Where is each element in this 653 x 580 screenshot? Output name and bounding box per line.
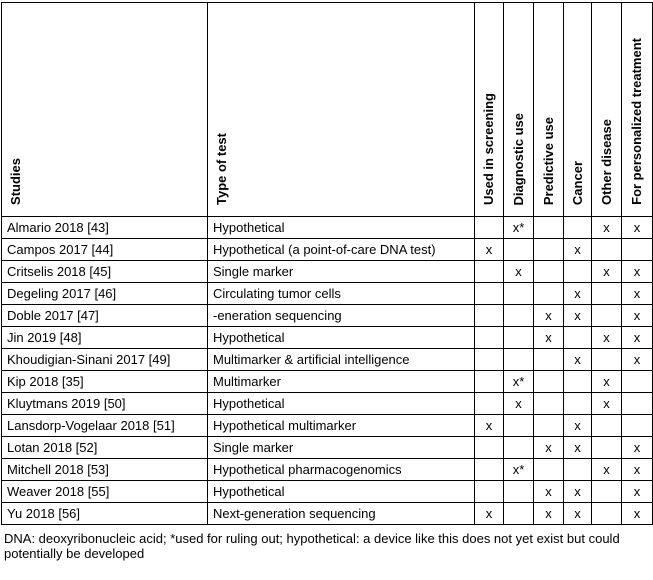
type-of-test-cell: Hypothetical (208, 327, 475, 349)
mark-cell-predictive-use: x (534, 481, 564, 503)
mark-cell-other-disease (592, 415, 622, 437)
type-of-test-cell: Hypothetical (208, 217, 475, 239)
mark-cell-for-personalized-treatment: x (622, 261, 653, 283)
mark-cell-cancer (564, 261, 592, 283)
header-studies (2, 3, 208, 217)
mark-cell-for-personalized-treatment: x (622, 305, 653, 327)
mark-cell-for-personalized-treatment (622, 393, 653, 415)
header-row (2, 3, 653, 217)
header-personalized-treatment (622, 3, 653, 217)
mark-cell-used-in-screening (475, 481, 504, 503)
header-predictive-use-label: Predictive use (540, 116, 556, 205)
mark-cell-diagnostic-use: x* (504, 371, 534, 393)
header-diagnostic-use-label: Diagnostic use (510, 112, 526, 205)
mark-cell-used-in-screening: x (475, 503, 504, 525)
mark-cell-cancer: x (564, 239, 592, 261)
table-row (2, 415, 653, 437)
study-cell: Lotan 2018 [52] (2, 437, 208, 459)
header-predictive-use (534, 3, 564, 217)
header-personalized-treatment-label: For personalized treatment (629, 38, 645, 205)
mark-cell-used-in-screening: x (475, 239, 504, 261)
table-row (2, 349, 653, 371)
footnote: DNA: deoxyribonucleic acid; *used for ruling out; hypothetical: a device like this does not yet exist but could potentially be developed (4, 531, 620, 561)
mark-cell-for-personalized-treatment (622, 371, 653, 393)
header-type-of-test (208, 3, 475, 217)
mark-cell-for-personalized-treatment: x (622, 459, 653, 481)
mark-cell-used-in-screening (475, 349, 504, 371)
header-used-in-screening (475, 3, 504, 217)
mark-cell-predictive-use (534, 349, 564, 371)
table-row (2, 239, 653, 261)
study-cell: Almario 2018 [43] (2, 217, 208, 239)
mark-cell-other-disease (592, 305, 622, 327)
mark-cell-used-in-screening (475, 459, 504, 481)
header-type-of-test-label: Type of test (214, 133, 229, 205)
type-of-test-cell: Single marker (208, 437, 475, 459)
study-cell: Critselis 2018 [45] (2, 261, 208, 283)
table-row (2, 305, 653, 327)
study-cell: Kluytmans 2019 [50] (2, 393, 208, 415)
mark-cell-diagnostic-use (504, 503, 534, 525)
mark-cell-diagnostic-use (504, 283, 534, 305)
mark-cell-diagnostic-use: x* (504, 459, 534, 481)
mark-cell-other-disease: x (592, 371, 622, 393)
table-row (2, 371, 653, 393)
mark-cell-diagnostic-use (504, 415, 534, 437)
study-cell: Jin 2019 [48] (2, 327, 208, 349)
mark-cell-predictive-use: x (534, 503, 564, 525)
type-of-test-cell: Multimarker (208, 371, 475, 393)
mark-cell-other-disease: x (592, 459, 622, 481)
table-row (2, 327, 653, 349)
table-row (2, 503, 653, 525)
type-of-test-cell: Single marker (208, 261, 475, 283)
table-row (2, 217, 653, 239)
mark-cell-for-personalized-treatment: x (622, 217, 653, 239)
table-row (2, 261, 653, 283)
mark-cell-for-personalized-treatment (622, 239, 653, 261)
mark-cell-cancer (564, 459, 592, 481)
table-row (2, 393, 653, 415)
mark-cell-predictive-use: x (534, 437, 564, 459)
mark-cell-diagnostic-use: x (504, 393, 534, 415)
mark-cell-used-in-screening (475, 283, 504, 305)
study-cell: Campos 2017 [44] (2, 239, 208, 261)
type-of-test-cell: Circulating tumor cells (208, 283, 475, 305)
study-cell: Kip 2018 [35] (2, 371, 208, 393)
type-of-test-cell: Hypothetical (a point-of-care DNA test) (208, 239, 475, 261)
mark-cell-predictive-use (534, 371, 564, 393)
header-studies-label: Studies (8, 158, 23, 205)
mark-cell-predictive-use: x (534, 327, 564, 349)
table-row (2, 437, 653, 459)
table-row (2, 481, 653, 503)
mark-cell-used-in-screening (475, 371, 504, 393)
type-of-test-cell: Multimarker & artificial intelligence (208, 349, 475, 371)
type-of-test-cell: -eneration sequencing (208, 305, 475, 327)
mark-cell-predictive-use (534, 415, 564, 437)
mark-cell-cancer: x (564, 283, 592, 305)
study-cell: Lansdorp-Vogelaar 2018 [51] (2, 415, 208, 437)
mark-cell-diagnostic-use (504, 327, 534, 349)
mark-cell-cancer (564, 327, 592, 349)
type-of-test-cell: Hypothetical (208, 481, 475, 503)
mark-cell-predictive-use (534, 217, 564, 239)
mark-cell-for-personalized-treatment: x (622, 327, 653, 349)
mark-cell-predictive-use: x (534, 305, 564, 327)
header-other-disease (592, 3, 622, 217)
mark-cell-used-in-screening (475, 393, 504, 415)
mark-cell-cancer: x (564, 349, 592, 371)
mark-cell-cancer: x (564, 503, 592, 525)
mark-cell-used-in-screening: x (475, 415, 504, 437)
study-cell: Weaver 2018 [55] (2, 481, 208, 503)
mark-cell-diagnostic-use (504, 349, 534, 371)
mark-cell-predictive-use (534, 239, 564, 261)
mark-cell-other-disease (592, 503, 622, 525)
mark-cell-used-in-screening (475, 261, 504, 283)
header-other-disease-label: Other disease (598, 119, 614, 205)
mark-cell-predictive-use (534, 393, 564, 415)
mark-cell-other-disease: x (592, 327, 622, 349)
mark-cell-other-disease (592, 283, 622, 305)
mark-cell-cancer (564, 371, 592, 393)
mark-cell-cancer (564, 217, 592, 239)
mark-cell-diagnostic-use (504, 239, 534, 261)
mark-cell-used-in-screening (475, 327, 504, 349)
mark-cell-used-in-screening (475, 305, 504, 327)
study-cell: Khoudigian-Sinani 2017 [49] (2, 349, 208, 371)
study-cell: Mitchell 2018 [53] (2, 459, 208, 481)
mark-cell-cancer: x (564, 415, 592, 437)
mark-cell-diagnostic-use (504, 437, 534, 459)
mark-cell-for-personalized-treatment: x (622, 503, 653, 525)
mark-cell-diagnostic-use (504, 481, 534, 503)
mark-cell-other-disease (592, 437, 622, 459)
study-cell: Degeling 2017 [46] (2, 283, 208, 305)
mark-cell-diagnostic-use (504, 305, 534, 327)
mark-cell-for-personalized-treatment: x (622, 283, 653, 305)
mark-cell-diagnostic-use: x* (504, 217, 534, 239)
mark-cell-cancer: x (564, 481, 592, 503)
mark-cell-used-in-screening (475, 437, 504, 459)
mark-cell-cancer: x (564, 437, 592, 459)
header-cancer-label: Cancer (569, 160, 585, 205)
mark-cell-cancer: x (564, 305, 592, 327)
type-of-test-cell: Next-generation sequencing (208, 503, 475, 525)
study-cell: Doble 2017 [47] (2, 305, 208, 327)
mark-cell-for-personalized-treatment (622, 415, 653, 437)
header-diagnostic-use (504, 3, 534, 217)
type-of-test-cell: Hypothetical (208, 393, 475, 415)
header-used-in-screening-label: Used in screening (481, 93, 497, 205)
type-of-test-cell: Hypothetical pharmacogenomics (208, 459, 475, 481)
table-row (2, 459, 653, 481)
mark-cell-cancer (564, 393, 592, 415)
mark-cell-other-disease: x (592, 261, 622, 283)
studies-table (1, 2, 653, 525)
mark-cell-other-disease (592, 481, 622, 503)
mark-cell-for-personalized-treatment: x (622, 437, 653, 459)
mark-cell-predictive-use (534, 459, 564, 481)
mark-cell-other-disease: x (592, 217, 622, 239)
mark-cell-predictive-use (534, 261, 564, 283)
mark-cell-for-personalized-treatment: x (622, 481, 653, 503)
mark-cell-other-disease (592, 239, 622, 261)
type-of-test-cell: Hypothetical multimarker (208, 415, 475, 437)
table-row (2, 283, 653, 305)
mark-cell-other-disease (592, 349, 622, 371)
study-cell: Yu 2018 [56] (2, 503, 208, 525)
header-cancer (564, 3, 592, 217)
mark-cell-diagnostic-use: x (504, 261, 534, 283)
mark-cell-other-disease: x (592, 393, 622, 415)
mark-cell-predictive-use (534, 283, 564, 305)
mark-cell-used-in-screening (475, 217, 504, 239)
mark-cell-for-personalized-treatment: x (622, 349, 653, 371)
